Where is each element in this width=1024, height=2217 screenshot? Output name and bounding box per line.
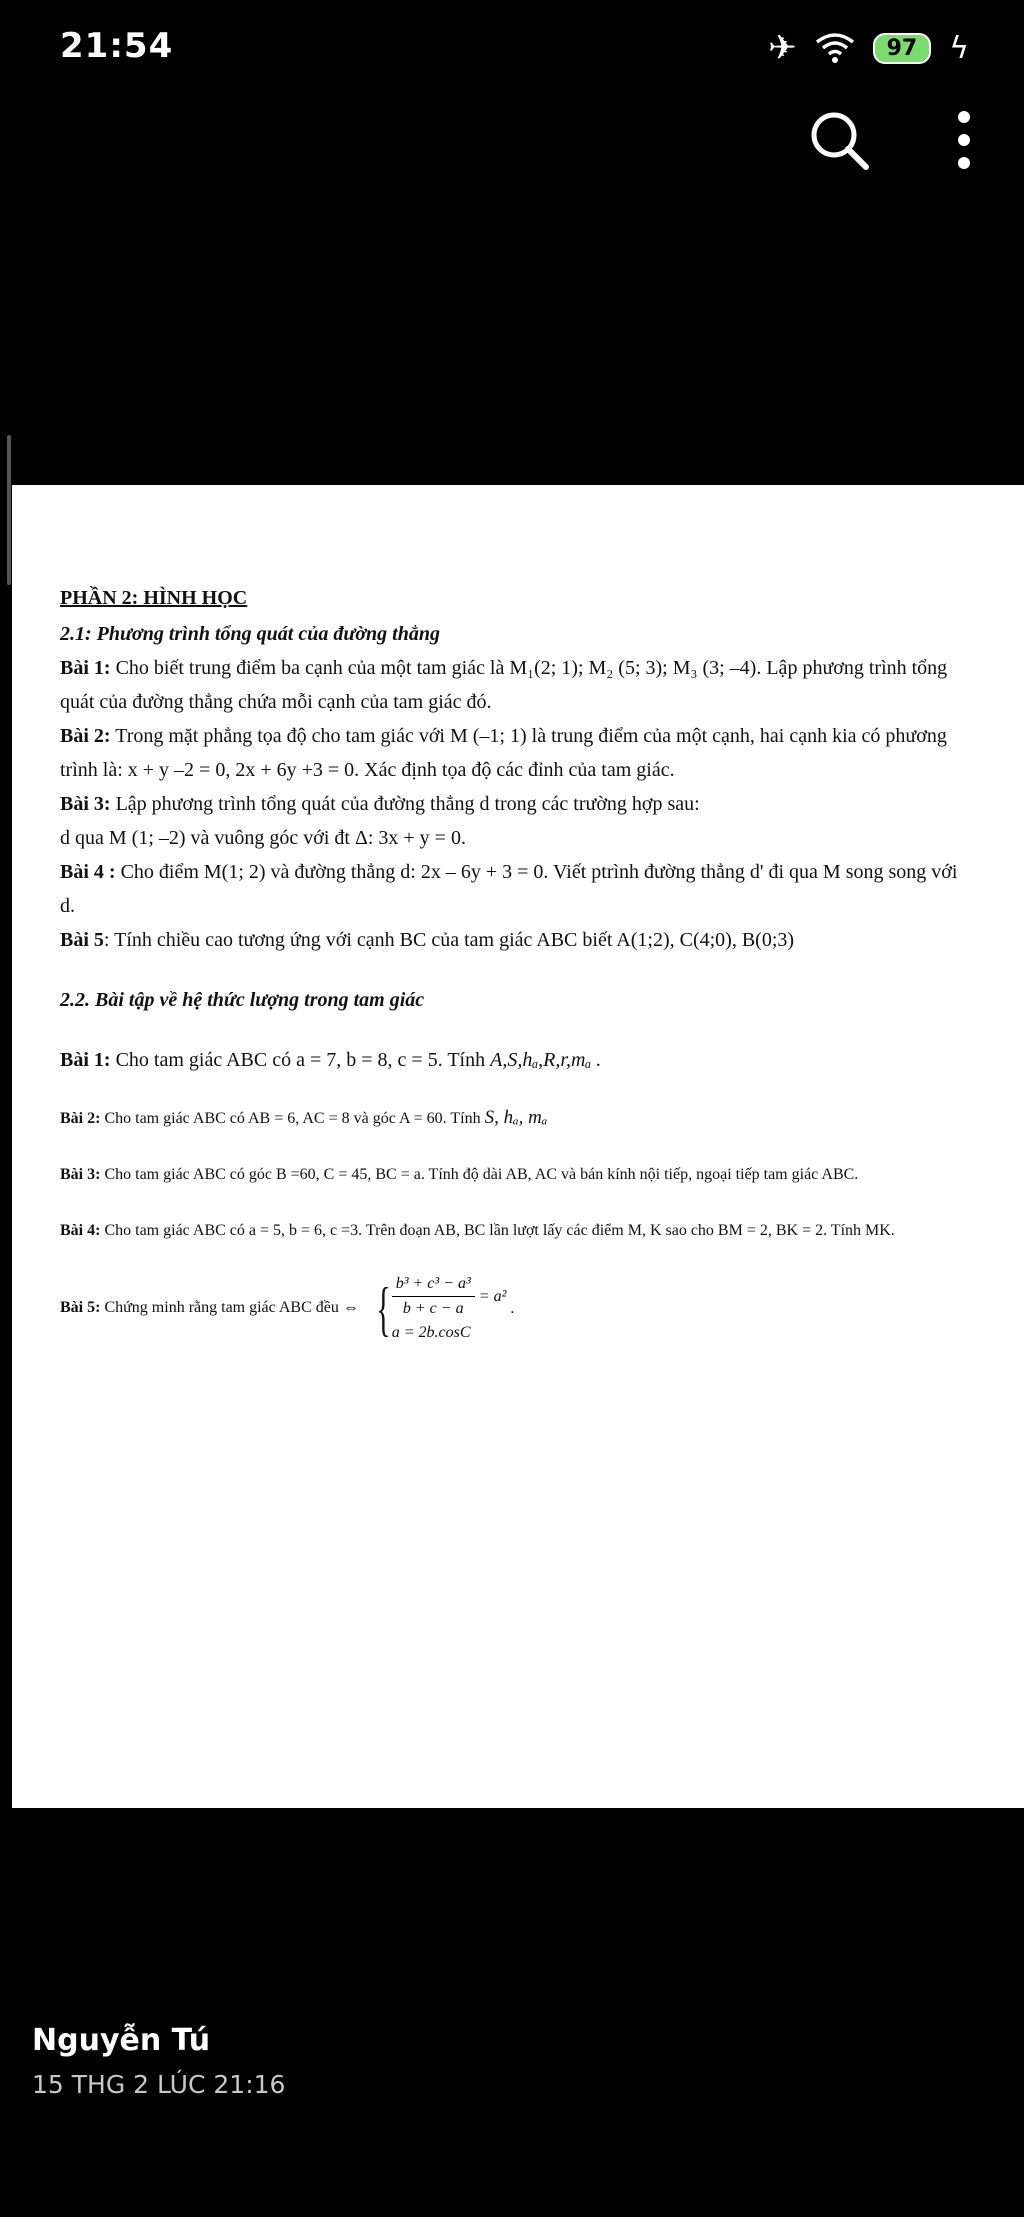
scroll-indicator[interactable]: [7, 435, 11, 585]
exercise-1-1: Bài 1: Cho biết trung điểm ba cạnh của một tam giác là M₁(2; 1); M₂ (5; 3); M₃ (3; –4). Lập phương trình tổng quát của đường thẳng chứa mỗi cạnh của tam giác đó.: [60, 657, 948, 713]
document-text: [60, 581, 960, 1345]
post-date: 15 THG 2 LÚC 21:16: [32, 2070, 286, 2099]
equation-system: { $\frac{\text{b³ + c³ − a³}}{b + c - a}$ = a² a = 2b.cosC .: [369, 1272, 515, 1345]
document-page[interactable]: [12, 485, 1024, 1808]
section-2-title: 2.2. Bài tập về hệ thức lượng trong tam giác: [60, 989, 425, 1011]
author-name[interactable]: Nguyễn Tú: [32, 2023, 211, 2058]
exercise-2-2: Bài 2: Cho tam giác ABC có AB = 6, AC = 8 và góc A = 60. Tính S, hₐ, mₐ: [60, 1107, 548, 1128]
wifi-icon: [815, 32, 855, 64]
status-icons: [768, 28, 969, 68]
status-time: 21:54: [60, 26, 174, 66]
photo-info-footer: [0, 1808, 1024, 2217]
exercise-2-5: Bài 5: Chứng minh rằng tam giác ABC đều ⇔ { $\frac{\text{b³ + c³ − a³}}{b + c - a}$ = a² a = 2b.cosC .: [60, 1272, 960, 1345]
bolt-icon: ϟ: [949, 30, 969, 66]
battery-indicator: 97: [873, 33, 932, 64]
exercise-2-3: Bài 3: Cho tam giác ABC có góc B =60, C = 45, BC = a. Tính độ dài AB, AC và bán kính nội tiếp, ngoại tiếp tam giác ABC.: [60, 1166, 859, 1183]
exercise-1-4: Bài 4 : Cho điểm M(1; 2) và đường thẳng d: 2x – 6y + 3 = 0. Viết ptrình đường thẳng d' đi qua M song song với d.: [60, 861, 958, 917]
status-bar: [0, 0, 1024, 95]
section-heading: PHẦN 2: HÌNH HỌC: [60, 587, 248, 609]
exercise-1-2: Bài 2: Trong mặt phẳng tọa độ cho tam giác với M (–1; 1) là trung điểm của một cạnh, hai cạnh kia có phương trình là: x + y –2 = 0, 2x + 6y +3 = 0. Xác định tọa độ các đỉnh của tam giác.: [60, 725, 947, 781]
section-1-title: 2.1: Phương trình tổng quát của đường thẳng: [60, 623, 440, 645]
exercise-1-3-sub: d qua M (1; –2) và vuông góc với đt Δ: 3x + y = 0.: [60, 827, 466, 849]
exercise-2-4: Bài 4: Cho tam giác ABC có a = 5, b = 6, c =3. Trên đoạn AB, BC lần lượt lấy các điểm M, K sao cho BM = 2, BK = 2. Tính MK.: [60, 1222, 895, 1239]
airplane-icon: ✈: [768, 28, 797, 68]
viewer-toolbar: [0, 95, 1024, 185]
exercise-1-3: Bài 3: Lập phương trình tổng quát của đường thẳng d trong các trường hợp sau:: [60, 793, 700, 815]
more-vertical-icon[interactable]: [944, 105, 984, 175]
exercise-1-5: Bài 5: Tính chiều cao tương ứng với cạnh BC của tam giác ABC biết A(1;2), C(4;0), B(0;3): [60, 929, 795, 951]
exercise-2-1: Bài 1: Cho tam giác ABC có a = 7, b = 8, c = 5. Tính A,S,hₐ,R,r,mₐ .: [60, 1049, 602, 1071]
search-icon[interactable]: [804, 105, 874, 175]
